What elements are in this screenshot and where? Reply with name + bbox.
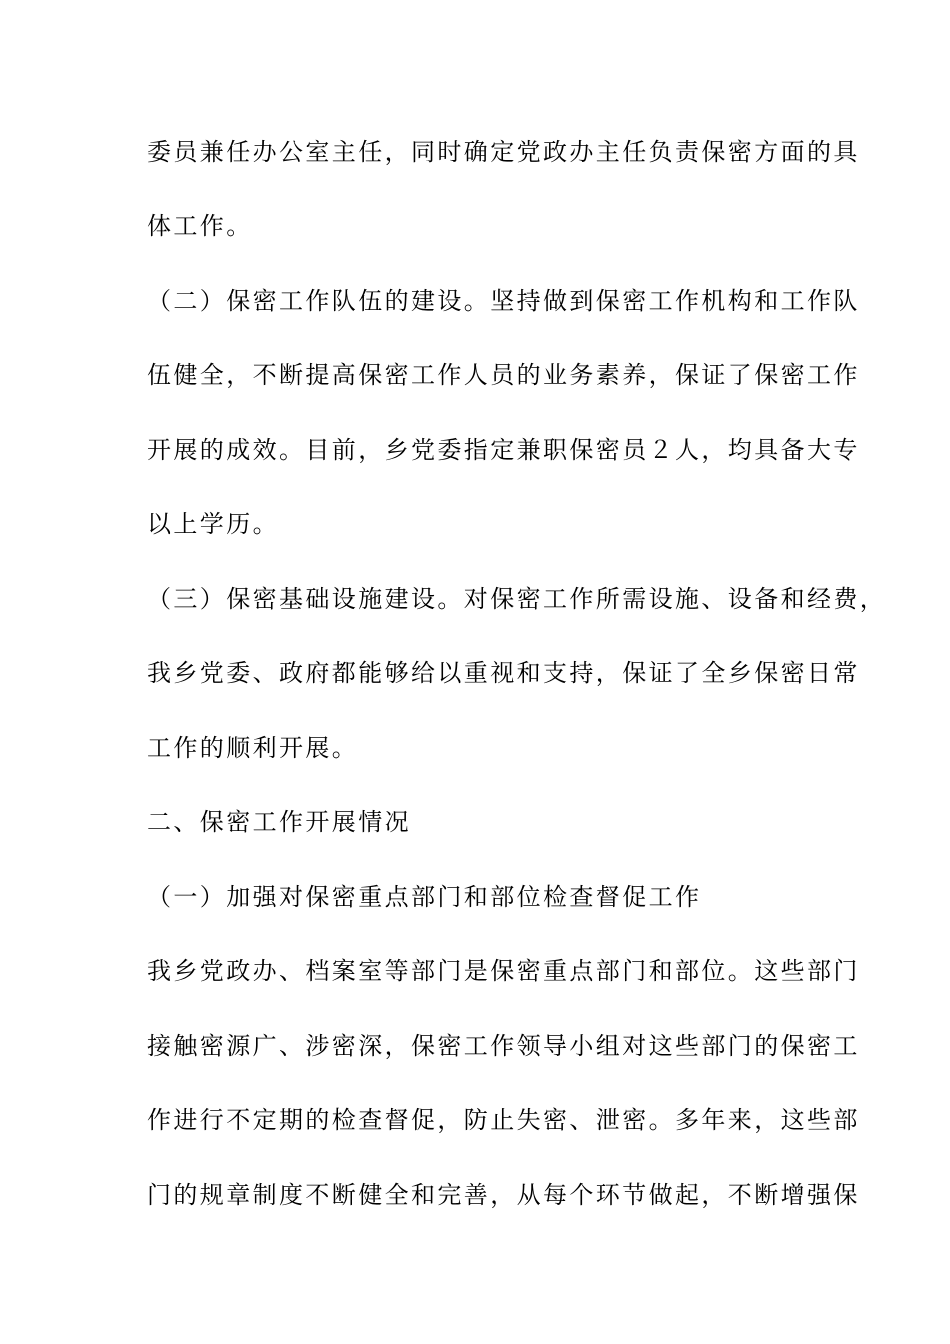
- text-line: 伍健全，不断提高保密工作人员的业务素养，保证了保密工作: [147, 361, 860, 389]
- section-heading: 二、保密工作开展情况: [147, 808, 411, 836]
- text-line: 我乡党政办、档案室等部门是保密重点部门和部位。这些部门: [147, 957, 860, 985]
- text-line: 我乡党委、政府都能够给以重视和支持，保证了全乡保密日常: [147, 659, 860, 687]
- text-line: 以上学历。: [147, 510, 279, 538]
- text-line: 工作的顺利开展。: [147, 734, 359, 762]
- text-line: 委员兼任办公室主任，同时确定党政办主任负责保密方面的具: [147, 138, 860, 166]
- text-line: （二）保密工作队伍的建设。坚持做到保密工作机构和工作队: [147, 287, 860, 315]
- text-line: 作进行不定期的检查督促，防止失密、泄密。多年来，这些部: [147, 1106, 860, 1134]
- text-line: （三）保密基础设施建设。对保密工作所需设施、设备和经费，: [147, 585, 887, 613]
- subsection-heading: （一）加强对保密重点部门和部位检查督促工作: [147, 883, 702, 911]
- text-line: 门的规章制度不断健全和完善，从每个环节做起，不断增强保: [147, 1181, 860, 1209]
- text-line: 体工作。: [147, 212, 253, 240]
- text-line: 接触密源广、涉密深，保密工作领导小组对这些部门的保密工: [147, 1032, 860, 1060]
- text-line: 开展的成效。目前，乡党委指定兼职保密员２人，均具备大专: [147, 436, 860, 464]
